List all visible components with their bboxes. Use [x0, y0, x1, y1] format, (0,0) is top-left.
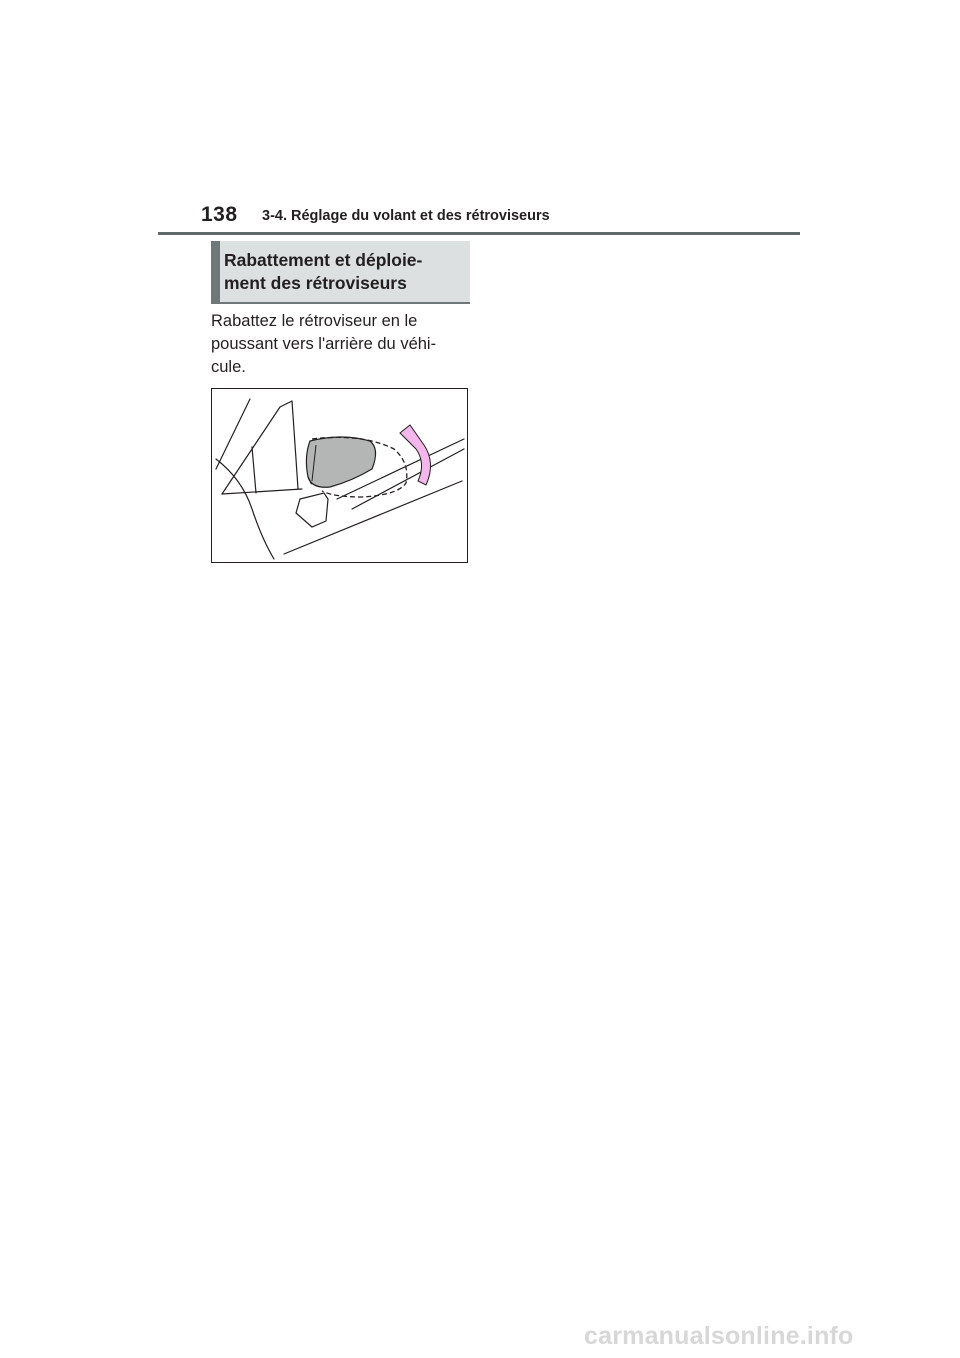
- pillar-edge-line: [222, 407, 280, 494]
- fold-arrow-icon: [400, 425, 431, 485]
- window-bottom-line: [222, 489, 302, 494]
- instruction-line-1: Rabattez le rétroviseur en le: [211, 312, 418, 330]
- mirror-folding-illustration: [211, 388, 468, 563]
- door-edge-line: [216, 459, 274, 559]
- watermark: carmanualsonline.info: [584, 1322, 854, 1350]
- instruction-line-3: cule.: [211, 358, 246, 376]
- header-rule: [158, 232, 800, 235]
- window-frame-line: [280, 401, 298, 489]
- instruction-line-2: poussant vers l'arrière du véhi-: [211, 335, 437, 353]
- mirror-illustration-svg: [212, 389, 467, 562]
- pillar-outer-line: [216, 399, 250, 469]
- section-heading-box: [211, 241, 470, 304]
- section-title-line-1: Rabattement et déploie-: [224, 250, 423, 270]
- window-divider-line: [252, 447, 256, 493]
- mirror-housing: [306, 437, 375, 487]
- running-header: 3-4. Réglage du volant et des rétroviseurs: [262, 208, 550, 224]
- section-heading-bar: [211, 241, 220, 302]
- section-title: [224, 249, 468, 295]
- page-number: 138: [201, 203, 238, 226]
- section-title-line-2: ment des rétroviseurs: [224, 273, 407, 293]
- mirror-base: [296, 493, 328, 527]
- instruction-text: [211, 310, 473, 379]
